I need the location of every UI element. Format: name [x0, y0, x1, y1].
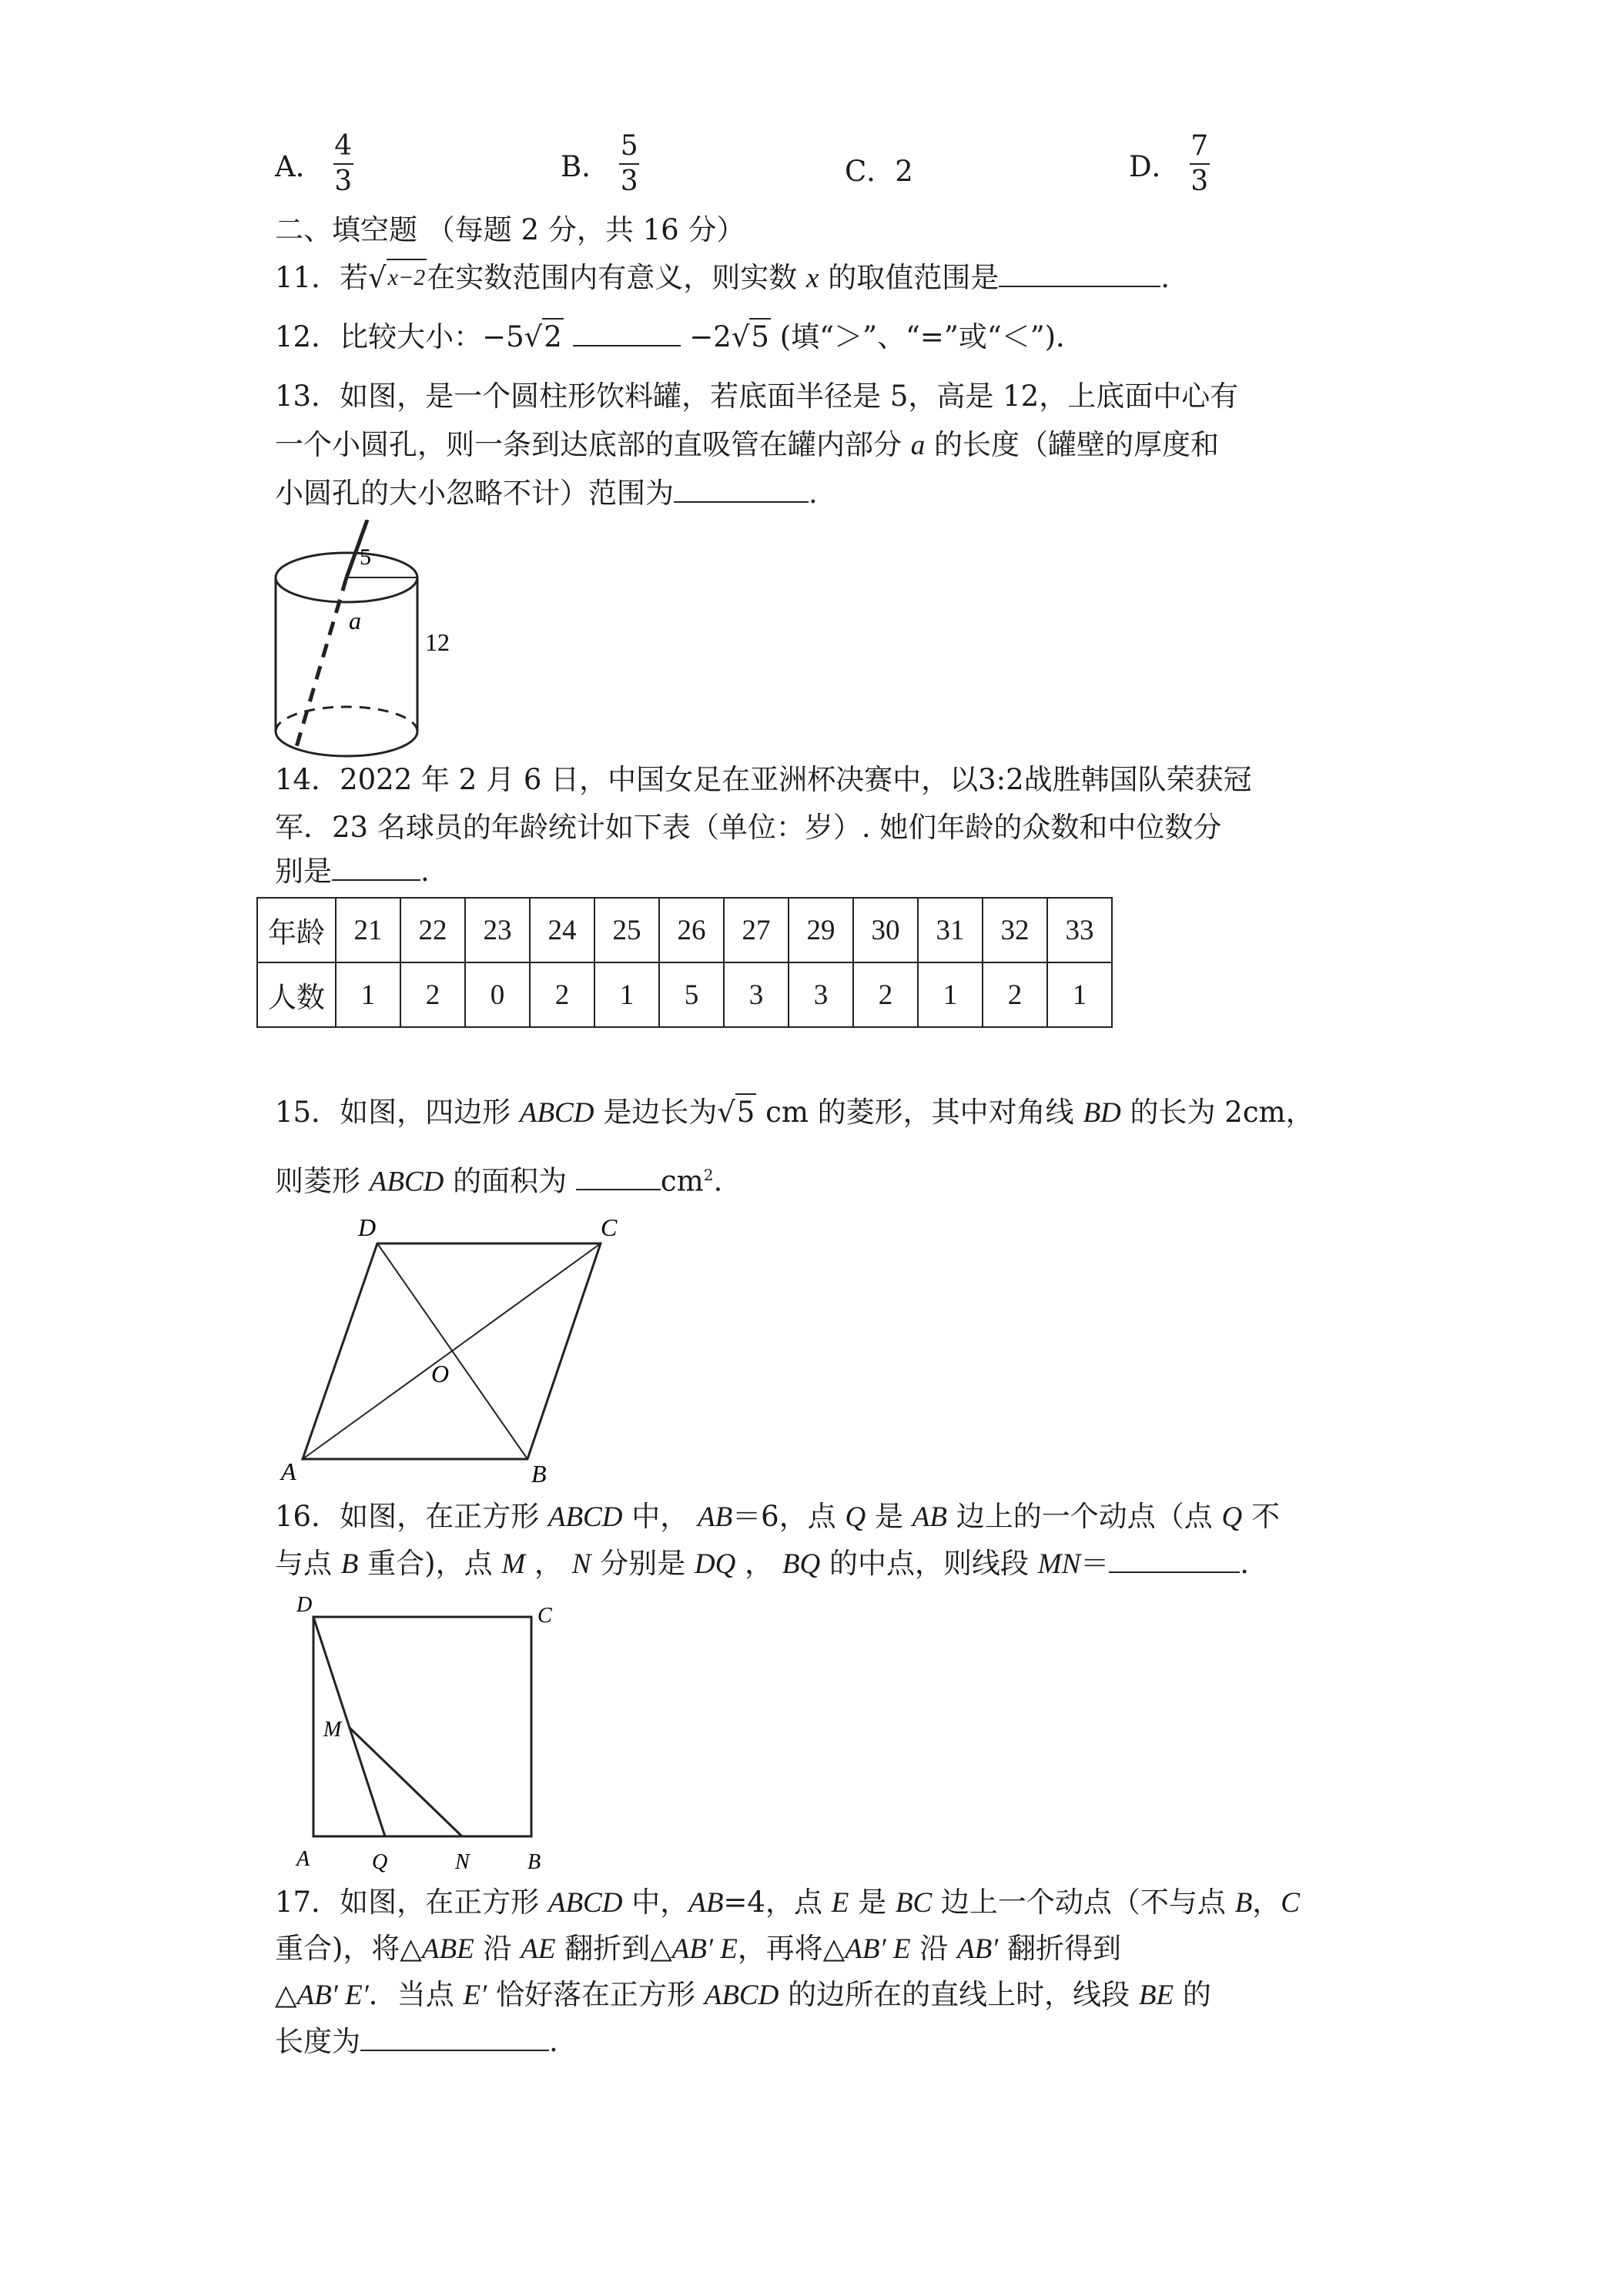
diagonal-bd: [377, 1243, 527, 1459]
table-cell: 2: [853, 962, 918, 1027]
q17-text: 是: [849, 1886, 896, 1919]
question-11: [275, 259, 1170, 296]
q17-end: .: [549, 2025, 558, 2058]
q17-line-4: [275, 2023, 558, 2060]
q17-var: AB′ E: [671, 1933, 738, 1965]
q17-text: 的边所在的直线上时，线段: [779, 1978, 1139, 2011]
q16-end: .: [1240, 1547, 1250, 1580]
q15-text-c: cm 的菱形，其中对角线: [756, 1096, 1083, 1129]
q13-line-1: 13．如图，是一个圆柱形饮料罐，若底面半径是 5，高是 12，上底面中心有: [275, 380, 1239, 413]
q16-var: MN: [1037, 1548, 1081, 1580]
segment-mn: [349, 1727, 462, 1836]
numerator: 5: [620, 130, 638, 162]
q15-text-d: 的长为 2cm，: [1120, 1096, 1314, 1129]
label-point: D: [296, 1593, 313, 1617]
q17-var: BC: [895, 1887, 933, 1919]
table-cell: 26: [659, 898, 724, 962]
table-cell: 31: [918, 898, 983, 962]
cylinder-figure: [266, 520, 474, 758]
q16-answer-blank[interactable]: [1109, 1545, 1240, 1573]
q13-line-3: [275, 475, 818, 511]
q17-text: ．当点: [368, 1978, 464, 2011]
q15-end: .: [713, 1164, 723, 1198]
q16-text: ，: [525, 1547, 572, 1580]
q16-var: AB: [697, 1501, 733, 1533]
q17-var: ABCD: [547, 1887, 623, 1919]
q13-text-c: 小圆孔的大小忽略不计）范围为: [275, 477, 674, 510]
q16-var: Q: [1221, 1501, 1243, 1533]
table-cell: 3: [724, 962, 789, 1027]
q17-var: AB: [688, 1887, 724, 1919]
label-a: a: [349, 607, 361, 634]
q16-var: BQ: [782, 1548, 821, 1580]
q16-line-1: [275, 1499, 1280, 1535]
numerator: 4: [334, 130, 353, 162]
q17-text: 沿: [910, 1932, 957, 1965]
q16-text: 与点: [275, 1547, 341, 1580]
option-b-fraction: [619, 131, 639, 197]
option-c-label: C．2: [845, 155, 913, 188]
straw-inside: [296, 577, 347, 747]
q14-text: 别是: [275, 855, 332, 888]
q13-end: .: [809, 477, 818, 510]
q15-unit-exponent: 2: [703, 1166, 714, 1184]
rhombus-figure: [273, 1209, 635, 1486]
table-cell: 27: [724, 898, 789, 962]
q15-sqrt: √ 5: [717, 1093, 756, 1130]
q16-text: 边上的一个动点（点: [946, 1500, 1222, 1533]
label-point: B: [527, 1850, 541, 1874]
q16-text: ，: [735, 1547, 782, 1580]
table-cell: 2: [530, 962, 594, 1027]
q15-line-1: [275, 1093, 1314, 1131]
option-d-fraction: [1190, 131, 1210, 197]
q12-radicand-2: 5: [749, 318, 771, 355]
table-cell: 1: [1047, 962, 1112, 1027]
table-cell: 1: [594, 962, 659, 1027]
q15-text-f: 的面积为: [444, 1164, 576, 1198]
q17-text: 长度为: [275, 2025, 360, 2058]
q17-text: 边上一个动点（不与点: [932, 1886, 1235, 1919]
label-point: Q: [372, 1850, 388, 1874]
q16-text: 的中点，则线段: [820, 1547, 1038, 1580]
label-point: C: [601, 1213, 618, 1241]
table-cell: 3: [789, 962, 853, 1027]
option-d-label: D．: [1129, 150, 1180, 183]
q12-text-mid: −2: [689, 320, 732, 353]
cylinder-bottom-back: [276, 707, 417, 731]
table-row-head: 人数: [257, 962, 336, 1027]
q17-var: AB′: [956, 1933, 999, 1965]
q16-var: AB: [912, 1501, 947, 1533]
label-point: M: [323, 1718, 342, 1742]
table-cell: 24: [530, 898, 594, 962]
q13-text-a: 一个小圆孔，则一条到达底部的直吸管在罐内部分: [275, 428, 911, 461]
table-cell: 23: [465, 898, 530, 962]
q15-text-e: 则菱形: [275, 1164, 370, 1198]
q17-line-3: [275, 1977, 1211, 2013]
q16-text: 分别是: [591, 1547, 695, 1580]
q17-text: 沿: [474, 1932, 521, 1965]
q16-text: 16．如图，在正方形: [275, 1500, 548, 1533]
q13-line-2: [275, 427, 1219, 464]
q16-var: B: [340, 1548, 359, 1580]
q17-text: 重合)，将△: [275, 1932, 422, 1965]
denominator: 3: [620, 166, 638, 197]
table-row-head: 年龄: [257, 898, 336, 962]
section-title: 二、填空题 （每题 2 分，共 16 分）: [275, 213, 745, 246]
q14-line-3: [275, 853, 430, 889]
option-b: [561, 131, 639, 197]
table-cell: 5: [659, 962, 724, 1027]
q16-text: 重合)，点: [358, 1547, 502, 1580]
q16-text: 是: [866, 1500, 912, 1533]
q15-unit: cm: [660, 1164, 704, 1198]
q17-text: △: [275, 1978, 297, 2011]
q16-var: DQ: [694, 1548, 736, 1580]
q17-text: 翻折到△: [555, 1932, 672, 1965]
q14-end: .: [420, 855, 430, 888]
q11-text-a: 11．若: [275, 261, 369, 294]
q15-var: ABCD: [519, 1097, 594, 1129]
q12-radicand-1: 2: [542, 318, 564, 355]
q17-var: ABCD: [704, 1980, 779, 2011]
q15-var: BD: [1083, 1097, 1121, 1129]
age-table: [256, 897, 1113, 1028]
option-d: [1129, 131, 1210, 197]
q17-line-1: [275, 1885, 1300, 1921]
label-point: A: [281, 1458, 296, 1485]
q17-var: AE: [521, 1933, 556, 1965]
q17-text: 的: [1174, 1978, 1211, 2011]
table-row: [257, 962, 1112, 1027]
q16-var: M: [501, 1548, 526, 1580]
q17-line-2: [275, 1931, 1121, 1967]
q15-radicand: 5: [735, 1093, 757, 1130]
option-a-label: A．: [275, 150, 324, 183]
table-cell: 1: [918, 962, 983, 1027]
option-c: [845, 148, 913, 189]
q17-text: ，再将△: [737, 1932, 845, 1965]
table-cell: 29: [789, 898, 853, 962]
option-b-label: B．: [561, 150, 611, 183]
table-cell: 21: [336, 898, 400, 962]
q12-sqrt-1: √ 2: [524, 318, 564, 355]
q17-var: AB′ E′: [296, 1980, 369, 2011]
q16-text: 中，: [622, 1500, 698, 1533]
q17-text: 翻折得到: [998, 1932, 1122, 1965]
q16-text: 不: [1242, 1500, 1280, 1533]
label-point: D: [358, 1213, 377, 1241]
q17-var: C: [1281, 1887, 1300, 1919]
q16-var: Q: [845, 1501, 866, 1533]
q17-var: B: [1234, 1887, 1253, 1919]
table-row: [257, 898, 1112, 962]
q11-sqrt: √ x−2: [368, 259, 427, 296]
q17-text: 17．如图，在正方形: [275, 1886, 548, 1919]
label-point: C: [537, 1604, 552, 1628]
q11-text-c: 的取值范围是: [819, 261, 1000, 294]
table-cell: 2: [400, 962, 465, 1027]
q16-line-2: [275, 1545, 1249, 1582]
q17-answer-blank[interactable]: [360, 2023, 549, 2051]
table-cell: 32: [983, 898, 1047, 962]
q17-text: 恰好落在正方形: [487, 1978, 705, 2011]
q17-var: E′: [463, 1980, 487, 2011]
q15-text-b: 是边长为: [594, 1096, 718, 1129]
label-height: 12: [425, 628, 450, 656]
q17-var: BE: [1138, 1980, 1174, 2011]
q14-line-2: 军．23 名球员的年龄统计如下表（单位：岁）. 她们年龄的众数和中位数分: [275, 811, 1222, 844]
label-point: A: [296, 1847, 310, 1871]
q17-text: =4，点: [723, 1886, 832, 1919]
q13-text-b: 的长度（罐壁的厚度和: [925, 428, 1220, 461]
numerator: 7: [1190, 130, 1209, 162]
table-cell: 1: [336, 962, 400, 1027]
q16-text: ＝: [1080, 1547, 1110, 1580]
q15-text-a: 15．如图，四边形: [275, 1096, 520, 1129]
option-a: [275, 131, 353, 197]
q15-var: ABCD: [369, 1166, 444, 1198]
table-cell: 0: [465, 962, 530, 1027]
q17-var: AB′ E: [845, 1933, 911, 1965]
q12-text-b: (填“＞”、“=”或“＜”)．: [779, 320, 1085, 353]
label-point: N: [455, 1850, 470, 1874]
q16-text: ＝6，点: [732, 1500, 845, 1533]
label-point: O: [431, 1360, 450, 1387]
q11-end: .: [1160, 261, 1170, 294]
question-12: [275, 318, 1084, 355]
q14-line-1: 14．2022 年 2 月 6 日，中国女足在亚洲杯决赛中，以3:2战胜韩国队荣获冠: [275, 763, 1252, 796]
q17-text: ，: [1252, 1886, 1281, 1919]
q13-var-a: a: [910, 430, 926, 461]
q13-answer-blank[interactable]: [674, 475, 809, 503]
denominator: 3: [1190, 166, 1209, 197]
q14-answer-blank[interactable]: [332, 853, 420, 881]
q12-answer-blank[interactable]: [573, 319, 681, 346]
q15-line-2: [275, 1157, 722, 1200]
q17-var: ABE: [421, 1933, 474, 1965]
q16-var: N: [571, 1548, 591, 1580]
square-figure: [281, 1590, 566, 1875]
label-radius: 5: [360, 544, 371, 570]
q11-var: x: [806, 263, 819, 294]
q11-answer-blank[interactable]: [999, 259, 1160, 287]
option-a-fraction: [333, 131, 353, 197]
table-cell: 22: [400, 898, 465, 962]
q11-radicand: x−2: [387, 259, 427, 296]
q16-var: ABCD: [547, 1501, 623, 1533]
table-cell: 30: [853, 898, 918, 962]
q17-text: 中，: [622, 1886, 689, 1919]
label-point: B: [531, 1460, 547, 1486]
q15-answer-blank[interactable]: [576, 1163, 661, 1190]
square-outline: [313, 1617, 531, 1836]
q11-text-b: 在实数范围内有意义，则实数: [427, 261, 806, 294]
q12-sqrt-2: √ 5: [732, 318, 771, 355]
denominator: 3: [334, 166, 353, 197]
q17-var: E: [831, 1887, 849, 1919]
table-cell: 33: [1047, 898, 1112, 962]
q12-text-a: 12．比较大小：−5: [275, 320, 524, 353]
table-cell: 25: [594, 898, 659, 962]
table-cell: 2: [983, 962, 1047, 1027]
